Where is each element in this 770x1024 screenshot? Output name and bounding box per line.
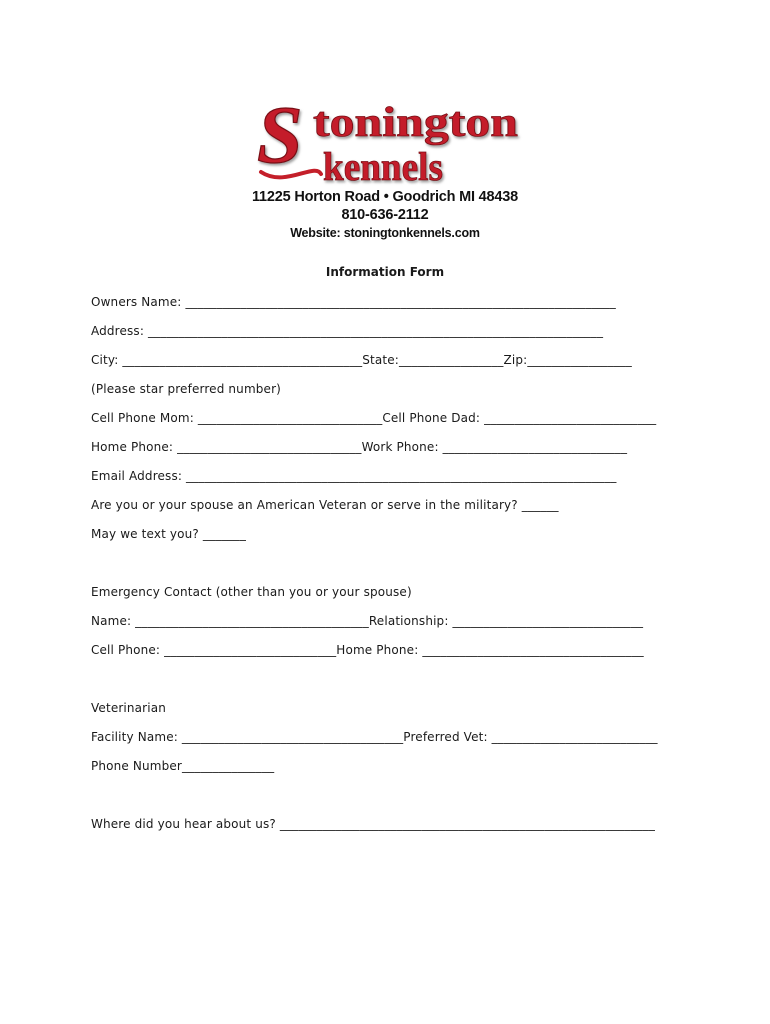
cell-phones-field[interactable]: Cell Phone Mom: ______________________________Cell Phone Dad: ____________________________ xyxy=(91,411,657,425)
text-permission-field[interactable]: May we text you? _______ xyxy=(91,527,246,541)
home-work-phone-field[interactable]: Home Phone: ______________________________Work Phone: ______________________________ xyxy=(91,440,628,454)
veteran-question-field[interactable]: Are you or your spouse an American Veteran or serve in the military? ______ xyxy=(91,498,559,512)
address-field[interactable]: Address: __________________________________________________________________________ xyxy=(91,324,604,338)
vet-facility-field[interactable]: Facility Name: ____________________________________Preferred Vet: ___________________________ xyxy=(91,730,658,744)
vet-phone-field[interactable]: Phone Number_______________ xyxy=(91,759,275,773)
kennel-address: 11225 Horton Road • Goodrich MI 48438 xyxy=(251,189,518,205)
emergency-name-relationship-field[interactable]: Name: ______________________________________Relationship: _______________________________ xyxy=(91,614,644,628)
form-title: Information Form xyxy=(325,265,445,279)
star-preferred-note: (Please star preferred number) xyxy=(91,382,281,396)
logo-bottom-word: kennels xyxy=(323,144,443,189)
logo-s-glyph: S xyxy=(257,92,303,180)
veterinarian-heading: Veterinarian xyxy=(91,701,167,715)
kennel-phone: 810-636-2112 xyxy=(341,207,429,223)
city-state-zip-field[interactable]: City: _______________________________________State:_________________Zip:_________________ xyxy=(91,353,632,367)
kennel-website: Website: stoningtonkennels.com xyxy=(290,226,480,240)
email-address-field[interactable]: Email Address: ______________________________________________________________________ xyxy=(91,469,617,483)
owners-name-field[interactable]: Owners Name: ______________________________________________________________________ xyxy=(91,295,616,309)
emergency-phones-field[interactable]: Cell Phone: ____________________________Home Phone: ____________________________________ xyxy=(91,643,644,657)
emergency-contact-heading: Emergency Contact (other than you or your spouse) xyxy=(91,585,412,599)
logo-top-word: tonington xyxy=(313,100,518,146)
kennel-contact-block xyxy=(240,188,530,242)
referral-source-field[interactable]: Where did you hear about us? _____________________________________________________________ xyxy=(91,817,656,831)
